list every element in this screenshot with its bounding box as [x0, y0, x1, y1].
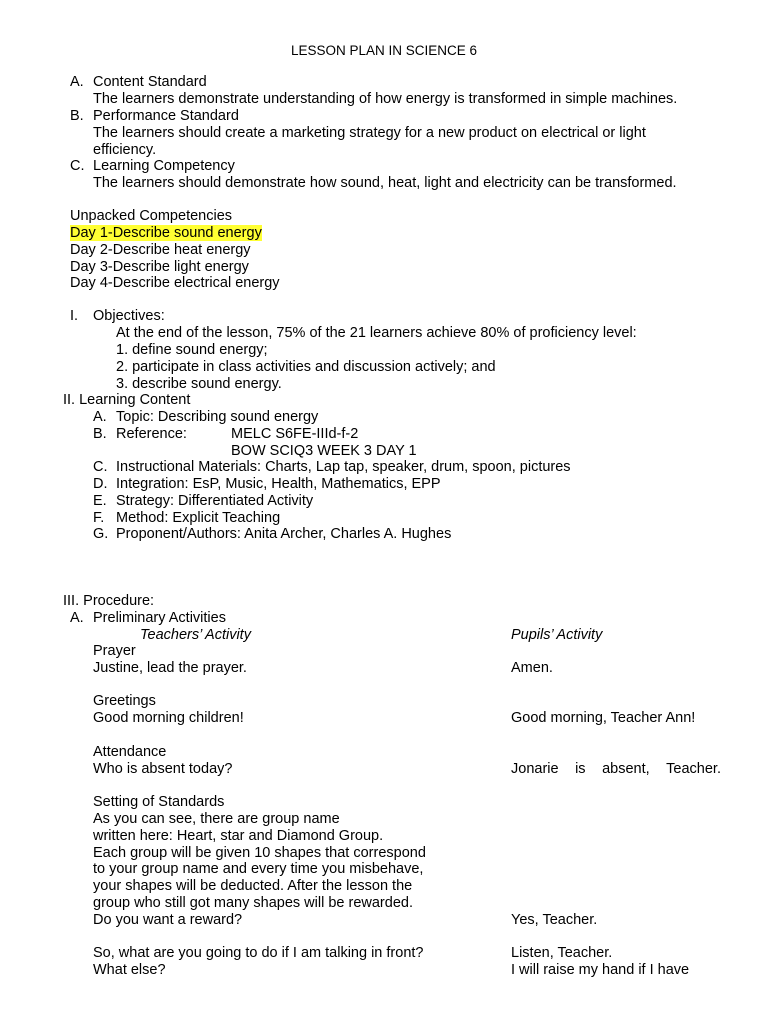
standard-c-letter: C. — [70, 158, 85, 174]
content-item-c-letter: C. — [93, 459, 108, 475]
standards-line-6: group who still got many shapes will be rewarded. — [93, 895, 413, 911]
prayer-teacher: Justine, lead the prayer. — [93, 660, 247, 676]
attendance-pupil-word: is — [575, 761, 586, 777]
objectives-intro: At the end of the lesson, 75% of the 21 learners achieve 80% of proficiency level: — [116, 325, 637, 341]
attendance-pupil — [511, 761, 721, 778]
standard-c-text: The learners should demonstrate how sound, heat, light and electricity can be transformed. — [93, 175, 677, 191]
standards-label: Setting of Standards — [93, 794, 225, 810]
greetings-pupil: Good morning, Teacher Ann! — [511, 710, 696, 726]
standards-line-3: Each group will be given 10 shapes that correspond — [93, 845, 426, 861]
content-item-e-letter: E. — [93, 493, 107, 509]
question-2-teacher: What else? — [93, 962, 166, 978]
content-item-e: Strategy: Differentiated Activity — [116, 493, 314, 509]
procedure-sub-heading: Preliminary Activities — [93, 610, 226, 626]
attendance-teacher: Who is absent today? — [93, 761, 233, 777]
content-reference-letter: B. — [93, 426, 107, 442]
content-item-f: Method: Explicit Teaching — [116, 510, 281, 526]
attendance-label: Attendance — [93, 744, 167, 760]
procedure-sub-letter: A. — [70, 610, 84, 626]
question-1-teacher: So, what are you going to do if I am talking in front? — [93, 945, 424, 961]
content-topic-letter: A. — [93, 409, 107, 425]
unpacked-day-2: Day 2-Describe heat energy — [70, 242, 251, 258]
pupil-column-heading: Pupils’ Activity — [511, 627, 603, 643]
content-item-d-letter: D. — [93, 476, 108, 492]
unpacked-day-3: Day 3-Describe light energy — [70, 259, 249, 275]
standard-a-letter: A. — [70, 74, 84, 90]
content-topic: Topic: Describing sound energy — [116, 409, 319, 425]
standard-b-label: Performance Standard — [93, 108, 239, 124]
prayer-label: Prayer — [93, 643, 136, 659]
objectives-heading: Objectives: — [93, 308, 165, 324]
question-1-pupil: Listen, Teacher. — [511, 945, 613, 961]
unpacked-day-1 — [70, 225, 262, 242]
content-item-d: Integration: EsP, Music, Health, Mathematics, EPP — [116, 476, 441, 492]
content-item-c: Instructional Materials: Charts, Lap tap, speaker, drum, spoon, pictures — [116, 459, 571, 475]
attendance-pupil-word: absent, — [602, 761, 650, 777]
standards-line-1: As you can see, there are group name — [93, 811, 340, 827]
standards-line-7: Do you want a reward? — [93, 912, 243, 928]
content-item-f-letter: F. — [93, 510, 105, 526]
objectives-numeral: I. — [70, 308, 79, 324]
highlighted-day-1: Day 1-Describe sound energy — [70, 225, 262, 241]
greetings-teacher: Good morning children! — [93, 710, 244, 726]
content-reference-value-2: BOW SCIQ3 WEEK 3 DAY 1 — [231, 443, 417, 459]
standard-b-text-1: The learners should create a marketing strategy for a new product on electrical or light — [93, 125, 646, 141]
standard-a-text: The learners demonstrate understanding of how energy is transformed in simple machines. — [93, 91, 678, 107]
objective-item-3: 3. describe sound energy. — [116, 376, 282, 392]
standard-b-text-2: efficiency. — [93, 142, 157, 158]
standard-c-label: Learning Competency — [93, 158, 235, 174]
attendance-pupil-word: Teacher. — [666, 761, 721, 777]
greetings-label: Greetings — [93, 693, 156, 709]
standards-line-5: your shapes will be deducted. After the lesson the — [93, 878, 413, 894]
standard-a-label: Content Standard — [93, 74, 207, 90]
content-reference-value-1: MELC S6FE-IIId-f-2 — [231, 426, 359, 442]
content-item-g: Proponent/Authors: Anita Archer, Charles A. Hughes — [116, 526, 452, 542]
page-title: LESSON PLAN IN SCIENCE 6 — [290, 43, 478, 58]
content-reference-label: Reference: — [116, 426, 187, 442]
standards-line-4: to your group name and every time you misbehave, — [93, 861, 424, 877]
attendance-pupil-word: Jonarie — [511, 761, 559, 777]
question-2-pupil: I will raise my hand if I have — [511, 962, 690, 978]
standards-pupil: Yes, Teacher. — [511, 912, 598, 928]
teacher-column-heading: Teachers’ Activity — [140, 627, 251, 643]
content-item-g-letter: G. — [93, 526, 109, 542]
objective-item-1: 1. define sound energy; — [116, 342, 268, 358]
unpacked-heading: Unpacked Competencies — [70, 208, 233, 224]
standard-b-letter: B. — [70, 108, 84, 124]
unpacked-day-4: Day 4-Describe electrical energy — [70, 275, 280, 291]
standards-line-2: written here: Heart, star and Diamond Group. — [93, 828, 384, 844]
procedure-heading: III. Procedure: — [63, 593, 155, 609]
prayer-pupil: Amen. — [511, 660, 553, 676]
content-heading: II. Learning Content — [63, 392, 191, 408]
objective-item-2: 2. participate in class activities and discussion actively; and — [116, 359, 496, 375]
